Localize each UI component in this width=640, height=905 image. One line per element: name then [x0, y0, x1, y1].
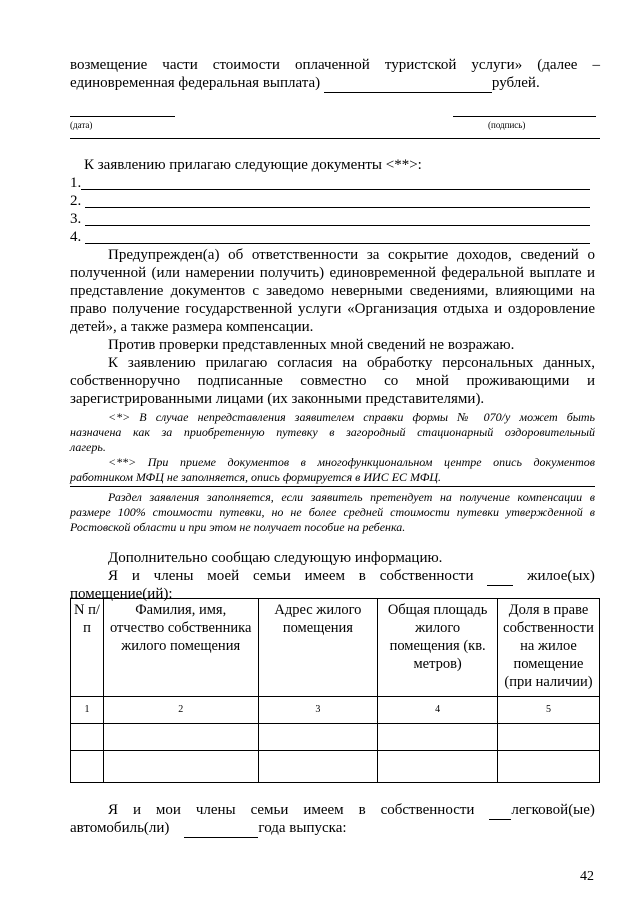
note-1-line-1: <*> В случае непредставления заявителем справки формы № 070/у может быть	[108, 410, 595, 424]
attachment-item-2[interactable]: 2.	[70, 192, 590, 210]
amount-field[interactable]	[324, 74, 492, 93]
intro-line-1: возмещение части стоимости оплаченной туристской услуги» (далее –	[70, 57, 600, 73]
signature-label: (подпись)	[488, 120, 526, 130]
column-number: 4	[378, 697, 498, 724]
property-table	[70, 598, 600, 783]
table-cell[interactable]	[497, 724, 599, 751]
section-note-line-3: Ростовской области и при этом не получает пособие на ребенка.	[70, 520, 406, 534]
table-header-owner: Фамилия, имя, отчество собственника жилого помещения	[103, 599, 258, 697]
column-number: 2	[103, 697, 258, 724]
attachment-item-1[interactable]: 1.	[70, 174, 590, 192]
divider	[70, 138, 600, 139]
signature-line[interactable]	[453, 104, 596, 117]
table-header-share: Доля в праве собственности на жилое помещение (при наличии)	[497, 599, 599, 697]
table-cell[interactable]	[378, 724, 498, 751]
section-note-line-1: Раздел заявления заполняется, если заявитель претендует на получение компенсации в	[108, 490, 595, 504]
warning-line-5: детей», а также размера компенсации.	[70, 319, 314, 335]
consent-line-3: зарегистрированными лицами (их законными представителями).	[70, 391, 485, 407]
attachment-item-3[interactable]: 3.	[70, 210, 590, 228]
warning-line-4: право получение государственной услуги «Организация отдыха и оздоровление	[70, 301, 595, 317]
attachment-item-4[interactable]: 4.	[70, 228, 590, 246]
table-header-area: Общая площадь жилого помещения (кв. метров)	[378, 599, 498, 697]
car-line-2: автомобиль(ли) года выпуска:	[70, 820, 347, 836]
consent-line-2: собственноручно подписанные совместно со мной проживающими и	[70, 373, 595, 389]
table-cell[interactable]	[71, 751, 104, 783]
table-cell[interactable]	[103, 751, 258, 783]
warning-line-2: полученной (или намерении получить) единовременной федеральной выплате и	[70, 265, 595, 281]
table-cell[interactable]	[378, 751, 498, 783]
section-note-line-2: размере 100% стоимости путевки, но не более средней стоимости путевки утвержденной в	[70, 505, 595, 519]
table-cell[interactable]	[258, 751, 378, 783]
housing-line: Я и члены моей семьи имеем в собственности жилое(ых)	[108, 568, 595, 584]
note-1-line-2: назначена как за приобретенную путевку в загородный стационарный оздоровительный	[70, 425, 595, 439]
table-cell[interactable]	[103, 724, 258, 751]
column-number: 3	[258, 697, 378, 724]
car-line: Я и мои члены семьи имеем в собственности легковой(ые)	[108, 802, 595, 818]
column-number: 5	[497, 697, 599, 724]
consent-line-1: К заявлению прилагаю согласия на обработку персональных данных,	[108, 355, 595, 371]
table-row	[71, 724, 600, 751]
warning-line-1: Предупрежден(а) об ответственности за сокрытие доходов, сведений о	[108, 247, 595, 263]
note-2-line-2: работником МФЦ не заполняется, опись формируется в ИИС ЕС МФЦ.	[70, 470, 442, 484]
intro-line-2: единовременная федеральная выплата) рублей.	[70, 75, 540, 91]
table-cell[interactable]	[497, 751, 599, 783]
note-1-line-3: лагерь.	[70, 440, 106, 454]
table-cell[interactable]	[258, 724, 378, 751]
check-consent: Против проверки представленных мной сведений не возражаю.	[108, 337, 515, 353]
column-number: 1	[71, 697, 104, 724]
separator-line	[70, 486, 595, 487]
date-line[interactable]	[70, 104, 175, 117]
additional-heading: Дополнительно сообщаю следующую информацию.	[108, 550, 443, 566]
housing-count-field[interactable]	[487, 567, 513, 586]
table-row	[71, 751, 600, 783]
table-header-number: N п/п	[71, 599, 104, 697]
note-2-line-1: <**> При приеме документов в многофункциональном центре опись документов	[108, 455, 595, 469]
housing-line-2: помещение(ий):	[70, 586, 173, 602]
attachments-heading: К заявлению прилагаю следующие документы <**>:	[84, 157, 422, 173]
car-count-field[interactable]	[489, 801, 511, 820]
date-label: (дата)	[70, 120, 93, 130]
table-cell[interactable]	[71, 724, 104, 751]
page-number: 42	[580, 869, 594, 884]
table-header-address: Адрес жилого помещения	[258, 599, 378, 697]
warning-line-3: представление документов с заведомо неверными сведениями, влияющими на	[70, 283, 595, 299]
car-year-field[interactable]	[184, 819, 258, 838]
